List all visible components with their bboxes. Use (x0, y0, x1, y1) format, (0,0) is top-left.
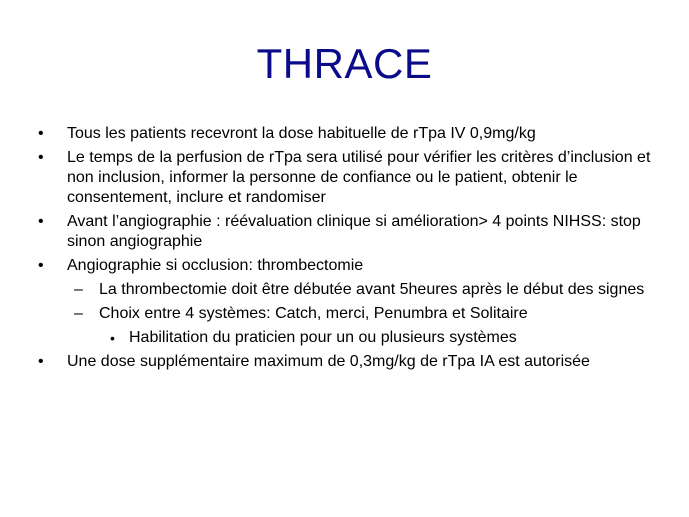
bullet-item (36, 124, 666, 144)
sub-sub-bullet-item (36, 328, 666, 348)
dash-icon: – (74, 305, 83, 322)
sub-bullet-item (36, 280, 666, 300)
bullet-icon: • (38, 353, 44, 370)
bullet-item (36, 352, 666, 372)
bullet-text: Le temps de la perfusion de rTpa sera utilisé pour vérifier les critères d’inclusion et non inclusion, informer la personne de confiance ou le patient, obtenir le consentement, inclure et randomiser (67, 149, 651, 206)
bullet-icon: • (38, 125, 44, 142)
bullet-text: Angiographie si occlusion: thrombectomie (67, 257, 364, 274)
slide-title: THRACE (256, 40, 433, 87)
bullet-item (36, 212, 666, 252)
bullet-icon: • (38, 213, 44, 230)
dash-icon: – (74, 281, 83, 298)
bullet-text: La thrombectomie doit être débutée avant 5heures après le début des signes (99, 281, 645, 298)
bullet-text: Habilitation du praticien pour un ou plusieurs systèmes (129, 329, 517, 346)
bullet-text: Tous les patients recevront la dose habituelle de rTpa IV 0,9mg/kg (67, 125, 536, 142)
bullet-text: Avant l’angiographie : réévaluation clinique si amélioration> 4 points NIHSS: stop sinon angiographie (67, 213, 641, 250)
bullet-icon: • (38, 149, 44, 166)
bullet-icon: • (38, 257, 44, 274)
bullet-list (36, 124, 666, 376)
bullet-text: Une dose supplémentaire maximum de 0,3mg/kg de rTpa IA est autorisée (67, 353, 590, 370)
bullet-item (36, 148, 666, 208)
bullet-icon: • (110, 330, 115, 346)
sub-bullet-item (36, 304, 666, 324)
bullet-text: Choix entre 4 systèmes: Catch, merci, Penumbra et Solitaire (99, 305, 528, 322)
bullet-item (36, 256, 666, 276)
